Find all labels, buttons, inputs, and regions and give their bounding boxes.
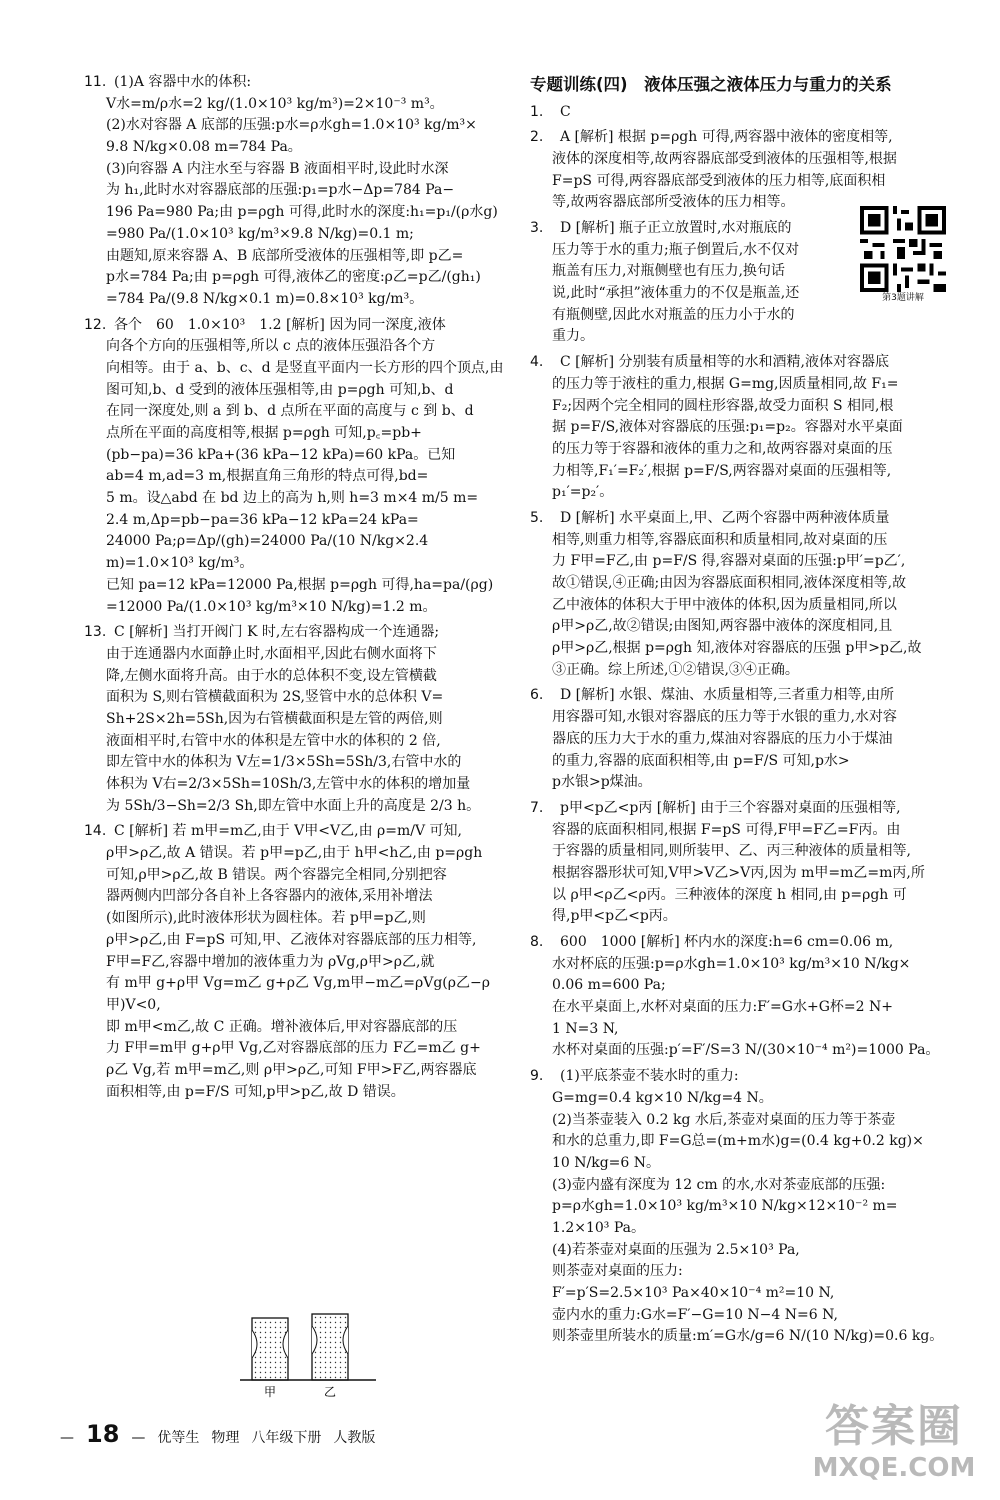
watermark-bottom: MXQE.COM bbox=[812, 1453, 976, 1483]
answer-line bbox=[530, 685, 958, 707]
answer-line bbox=[530, 102, 958, 124]
answer-line bbox=[530, 932, 958, 954]
answer-text: (如图所示),此时液体形状为圆柱体。若 p甲=p乙,则 bbox=[106, 910, 426, 927]
answer-text: 向各个方向的压强相等,所以 c 点的液体压强沿各个方 bbox=[106, 338, 436, 355]
answer-text: F甲=F乙,容器中增加的液体重力为 ρVg,ρ甲>ρ乙,就 bbox=[106, 953, 435, 970]
answer-line bbox=[84, 1017, 504, 1039]
answer-line bbox=[84, 666, 504, 688]
answer-line bbox=[84, 930, 504, 952]
answer-text: 面积相等,由 p=F/S 可知,p甲>p乙,故 D 错误。 bbox=[106, 1083, 405, 1100]
answer-line bbox=[530, 707, 958, 729]
answer-line bbox=[530, 595, 958, 617]
answer-item bbox=[530, 1066, 958, 1348]
answer-line bbox=[84, 401, 504, 423]
answer-text: 体积为 V右=2/3×5Sh=10Sh/3,左管中水的体积的增加量 bbox=[106, 776, 471, 792]
answer-line bbox=[530, 326, 958, 348]
question-number: 14. bbox=[84, 823, 107, 840]
answer-text: ρ甲>ρ乙,故 A 错误。若 p甲=p乙,由于 h甲<h乙,由 p=ρgh bbox=[106, 845, 483, 862]
answer-text: 液面相平时,右管中水的体积是左管中水的体积的 2 倍, bbox=[106, 732, 441, 749]
answer-line bbox=[530, 1240, 958, 1262]
watermark-top: 答案圈 bbox=[825, 1401, 963, 1452]
answer-line bbox=[84, 731, 504, 753]
question-number: 4. bbox=[530, 354, 544, 371]
answer-line bbox=[530, 975, 958, 997]
answer-text: (1)平底茶壶不装水时的重力: bbox=[560, 1068, 739, 1085]
answer-text: 容器的底面积相同,根据 F=pS 可得,F甲=F乙=F丙。由 bbox=[552, 821, 901, 838]
answer-text: 液体的深度相等,故两容器底部受到液体的压强相等,根据 bbox=[552, 150, 897, 167]
answer-text: 可知,ρ甲>ρ乙,故 B 错误。两个容器完全相同,分别把容 bbox=[106, 866, 447, 883]
answer-text: Sh+2S×2h=5Sh,因为右管横截面积是左管的两倍,则 bbox=[106, 710, 443, 727]
question-number: 2. bbox=[530, 129, 544, 146]
answer-line bbox=[530, 729, 958, 751]
answer-line bbox=[84, 843, 504, 865]
answer-text: D [解析] 水平桌面上,甲、乙两个容器中两种液体质量 bbox=[560, 509, 890, 526]
answer-line bbox=[84, 289, 504, 311]
answer-text: 9.8 N/kg×0.08 m=784 Pa。 bbox=[106, 139, 302, 156]
answer-text: (3)壶内盛有深度为 12 cm 的水,水对茶壶底部的压强: bbox=[552, 1176, 886, 1193]
figure-label-yi: 乙 bbox=[323, 1385, 337, 1399]
answer-line bbox=[84, 267, 504, 289]
question-number: 7. bbox=[530, 799, 544, 816]
answer-line bbox=[84, 1082, 504, 1104]
answer-line bbox=[530, 439, 958, 461]
answer-text: 10 N/kg=6 N。 bbox=[552, 1154, 661, 1171]
answer-text: A [解析] 根据 p=ρgh 可得,两容器中液体的密度相等, bbox=[560, 129, 893, 146]
answer-line bbox=[84, 644, 504, 666]
answer-text: ρ乙 Vg,若 m甲=m乙,则 ρ甲>ρ乙,可知 F甲>F乙,两容器底 bbox=[106, 1061, 477, 1078]
left-column bbox=[84, 72, 504, 1107]
answer-line bbox=[84, 380, 504, 402]
answer-line bbox=[530, 997, 958, 1019]
answer-line bbox=[530, 305, 958, 327]
answer-text: 重力。 bbox=[552, 328, 594, 345]
book-edition: 人教版 bbox=[333, 1430, 376, 1446]
answer-item bbox=[530, 932, 958, 1062]
answer-line bbox=[530, 1326, 958, 1348]
answer-line bbox=[84, 531, 504, 574]
answer-text: D [解析] 水银、煤油、水质量相等,三者重力相等,由所 bbox=[560, 687, 894, 704]
answer-text: 向相等。由于 a、b、c、d 是竖直平面内一长方形的四个顶点,由 bbox=[106, 359, 504, 376]
answer-text: 有 m甲 g+ρ甲 Vg=m乙 g+ρ乙 Vg,m甲−m乙=ρVg(ρ乙−ρ甲)V<0, bbox=[106, 975, 490, 1013]
answer-text: 水对杯底的压强:p=ρ水gh=1.0×10³ kg/m³×10 N/kg× bbox=[552, 955, 911, 972]
answer-line bbox=[530, 1218, 958, 1240]
question-number: 5. bbox=[530, 509, 544, 526]
answer-text: D [解析] 瓶子正立放置时,水对瓶底的 bbox=[560, 220, 792, 236]
answer-line bbox=[530, 461, 958, 483]
answer-text: 0.06 m=600 Pa; bbox=[552, 977, 666, 994]
answer-text: 用容器可知,水银对容器底的压力等于水银的重力,水对容 bbox=[552, 709, 897, 726]
answer-line bbox=[530, 508, 958, 530]
answer-item bbox=[530, 127, 958, 214]
answer-text: 图可知,b、d 受到的液体压强相等,由 p=ρgh 可知,b、d bbox=[106, 381, 454, 398]
answer-text: C [解析] 分别装有质量相等的水和酒精,液体对容器底 bbox=[560, 354, 889, 371]
answer-line bbox=[84, 510, 504, 532]
answer-text: (4)若茶壶对桌面的压强为 2.5×10³ Pa, bbox=[552, 1241, 800, 1258]
answer-text: F′=p′S=2.5×10³ Pa×40×10⁻⁴ m²=10 N, bbox=[552, 1285, 835, 1301]
answer-line bbox=[530, 396, 958, 418]
answer-text: 于容器的质量相同,则所装甲、乙、丙三种液体的质量相等, bbox=[552, 843, 911, 860]
answer-text: 相等,则重力相等,容器底面积和质量相同,故对桌面的压 bbox=[552, 531, 888, 548]
answer-text: 力 F甲=F乙,由 p=F/S 得,容器对桌面的压强:p甲′=p乙′, bbox=[552, 553, 906, 570]
answer-text: 压力等于水的重力;瓶子倒置后,水不仅对 bbox=[552, 241, 800, 258]
answer-text: ρ甲>ρ乙,根据 p=ρgh 知,液体对容器底的压强 p甲>p乙,故 bbox=[552, 640, 922, 657]
answer-text: (pb−pa)=36 kPa+(36 kPa−12 kPa)=60 kPa。已知 bbox=[106, 446, 456, 463]
answer-line bbox=[530, 841, 958, 863]
answer-text: 为 h₁,此时水对容器底部的压强:p₁=p水−Δp=784 Pa− bbox=[106, 182, 455, 199]
answer-line bbox=[84, 466, 504, 488]
page-number: 18 bbox=[86, 1420, 120, 1448]
watermark-logo bbox=[804, 1400, 984, 1490]
answer-text: ρ甲>ρ乙,故②错误;由图知,两容器中液体的深度相同,且 bbox=[552, 618, 893, 635]
answer-line bbox=[530, 772, 958, 794]
answer-line bbox=[530, 551, 958, 573]
answer-line bbox=[84, 597, 504, 619]
page-footer bbox=[60, 1416, 375, 1453]
answer-item bbox=[530, 102, 958, 124]
answer-line bbox=[530, 352, 958, 374]
answer-text: 降,左侧水面将升高。由于水的总体积不变,设左管横截 bbox=[106, 667, 437, 684]
question-number: 1. bbox=[530, 103, 544, 120]
answer-text: 2.4 m,Δp=pb−pa=36 kPa−12 kPa=24 kPa= bbox=[106, 511, 419, 528]
answer-line bbox=[530, 417, 958, 439]
answer-text: 器底的压力大于水的重力,煤油对容器底的压力小于煤油 bbox=[552, 730, 893, 747]
answer-text: 据 p=F/S,液体对容器底的压强:p₁=p₂。容器对水平桌面 bbox=[552, 419, 903, 436]
answer-line bbox=[530, 171, 958, 193]
answer-line bbox=[530, 530, 958, 552]
answer-line bbox=[530, 863, 958, 885]
answer-text: G=mg=0.4 kg×10 N/kg=4 N。 bbox=[552, 1089, 773, 1106]
answer-line bbox=[84, 1038, 504, 1060]
answer-text: 壶内水的重力:G水=F′−G=10 N−4 N=6 N, bbox=[552, 1306, 838, 1323]
answer-text: 由于连通器内水面静止时,水面相平,因此右侧水面将下 bbox=[106, 645, 437, 662]
answer-text: 故①错误,④正确;由因为容器底面积相同,液体深度相等,故 bbox=[552, 575, 907, 591]
answer-line bbox=[530, 482, 958, 504]
question-number: 6. bbox=[530, 687, 544, 704]
answer-text: 600 1000 [解析] 杯内水的深度:h=6 cm=0.06 m, bbox=[560, 934, 894, 950]
answer-line bbox=[84, 180, 504, 202]
answer-line bbox=[84, 709, 504, 731]
answer-text: =12000 Pa/(1.0×10³ kg/m³×10 N/kg)=1.2 m。 bbox=[106, 598, 437, 615]
answer-line bbox=[84, 445, 504, 467]
answer-text: V水=m/ρ水=2 kg/(1.0×10³ kg/m³)=2×10⁻³ m³。 bbox=[106, 95, 444, 112]
answer-line bbox=[530, 1153, 958, 1175]
answer-line bbox=[530, 638, 958, 660]
answer-text: 在水平桌面上,水杯对桌面的压力:F′=G水+G杯=2 N+ bbox=[552, 999, 893, 1016]
answer-line bbox=[84, 159, 504, 181]
answer-text: 为 5Sh/3−Sh=2/3 Sh,即左管中水面上升的高度是 2/3 h。 bbox=[106, 797, 481, 814]
answer-item bbox=[530, 352, 958, 504]
answer-line bbox=[530, 149, 958, 171]
answer-text: =784 Pa/(9.8 N/kg×0.1 m)=0.8×10³ kg/m³。 bbox=[106, 290, 424, 307]
answer-line bbox=[84, 687, 504, 709]
answer-text: 则茶壶里所装水的质量:m′=G水/g=6 N/(10 N/kg)=0.6 kg。 bbox=[552, 1328, 944, 1345]
answer-text: C [解析] 若 m甲=m乙,由于 V甲<V乙,由 ρ=m/V 可知, bbox=[114, 823, 462, 840]
answer-line bbox=[530, 1131, 958, 1153]
answer-item bbox=[84, 315, 504, 619]
question-number: 13. bbox=[84, 624, 107, 641]
answer-text: 1 N=3 N, bbox=[552, 1020, 619, 1037]
book-grade: 八年级下册 bbox=[251, 1430, 322, 1446]
question-number: 11. bbox=[84, 74, 107, 90]
answer-text: 和水的总重力,即 F=G总=(m+m水)g=(0.4 kg+0.2 kg)× bbox=[552, 1133, 924, 1150]
question-number: 9. bbox=[530, 1068, 544, 1085]
answer-line bbox=[530, 954, 958, 976]
answer-line bbox=[84, 575, 504, 597]
footer-dash-right: — bbox=[131, 1430, 146, 1446]
answer-text: 点所在平面的高度相等,根据 p=ρgh 可知,p꜀=pb+ bbox=[106, 425, 422, 441]
answer-line bbox=[530, 1305, 958, 1327]
answer-line bbox=[530, 1175, 958, 1197]
answer-item bbox=[530, 508, 958, 682]
answer-item bbox=[530, 685, 958, 793]
answer-line bbox=[84, 137, 504, 159]
answer-line bbox=[84, 358, 504, 380]
answer-text: C bbox=[560, 103, 571, 120]
answer-text: 等,故两容器底部所受液体的压力相等。 bbox=[552, 194, 795, 211]
answer-line bbox=[84, 774, 504, 796]
answer-text: 的压力等于液柱的重力,根据 G=mg,因质量相同,故 F₁= bbox=[552, 375, 899, 392]
answer-line bbox=[530, 1261, 958, 1283]
answer-text: p=ρ水gh=1.0×10³ kg/m³×10 N/kg×12×10⁻² m= bbox=[552, 1198, 898, 1215]
section-title: 专题训练(四) 液体压强之液体压力与重力的关系 bbox=[530, 75, 892, 94]
answer-text: 各个 60 1.0×10³ 1.2 [解析] 因为同一深度,液体 bbox=[114, 316, 446, 333]
answer-line bbox=[84, 224, 504, 246]
answer-text: =980 Pa/(1.0×10³ kg/m³×9.8 N/kg)=0.1 m; bbox=[106, 225, 414, 242]
answer-text: 的重力,容器的底面积相等,由 p=F/S 可知,p水> bbox=[552, 752, 850, 769]
answer-text: 196 Pa=980 Pa;由 p=ρgh 可得,此时水的深度:h₁=p₁/(ρ水g) bbox=[106, 204, 498, 221]
answer-line bbox=[530, 798, 958, 820]
answer-item bbox=[84, 821, 504, 1103]
answer-text: 有瓶侧壁,因此水对瓶盖的压力小于水的 bbox=[552, 306, 795, 323]
answer-line bbox=[530, 820, 958, 842]
answer-line bbox=[84, 622, 504, 644]
answer-line bbox=[530, 906, 958, 928]
two-containers-figure bbox=[238, 1310, 378, 1400]
answer-line bbox=[84, 202, 504, 224]
answer-line bbox=[530, 1088, 958, 1110]
answer-line bbox=[530, 1019, 958, 1041]
answer-line bbox=[530, 1196, 958, 1218]
answer-line bbox=[84, 1060, 504, 1082]
answer-text: p₁′=p₂′。 bbox=[552, 484, 614, 501]
answer-text: C [解析] 当打开阀门 K 时,左右容器构成一个连通器; bbox=[114, 624, 440, 641]
answer-text: 瓶盖有压力,对瓶侧壁也有压力,换句话 bbox=[552, 263, 785, 280]
answer-text: (2)当茶壶装入 0.2 kg 水后,茶壶对桌面的压力等于茶壶 bbox=[552, 1111, 896, 1128]
book-series: 优等生 bbox=[157, 1430, 200, 1446]
answer-text: 24000 Pa;ρ=Δp/(gh)=24000 Pa/(10 N/kg×2.4 m)=1.0×10³ kg/m³。 bbox=[106, 533, 433, 572]
answer-text: (1)A 容器中水的体积: bbox=[114, 74, 252, 90]
answer-line bbox=[84, 886, 504, 908]
answer-line bbox=[530, 127, 958, 149]
answer-text: p水银>p煤油。 bbox=[552, 774, 652, 791]
answer-text: p水=784 Pa;由 p=ρgh 可得,液体乙的密度:ρ乙=p乙/(gh₁) bbox=[106, 269, 481, 286]
answer-text: 在同一深度处,则 a 到 b、d 点所在平面的高度与 c 到 b、d bbox=[106, 403, 474, 420]
answer-text: p甲<p乙<p丙 [解析] 由于三个容器对桌面的压强相等, bbox=[560, 799, 901, 816]
answer-line bbox=[84, 315, 504, 337]
answer-line bbox=[530, 1040, 958, 1062]
answer-line bbox=[530, 1066, 958, 1088]
answer-text: 得,p甲<p乙<p丙。 bbox=[552, 908, 677, 925]
answer-text: 即左管中水的体积为 V左=1/3×5Sh=5Sh/3,右管中水的 bbox=[106, 754, 462, 771]
answer-text: F₂;因两个完全相同的圆柱形容器,故受力面积 S 相同,根 bbox=[552, 397, 894, 414]
answer-line bbox=[530, 1283, 958, 1305]
answer-line bbox=[530, 1110, 958, 1132]
answer-text: 即 m甲<m乙,故 C 正确。增补液体后,甲对容器底部的压 bbox=[106, 1018, 458, 1035]
answer-line bbox=[84, 488, 504, 510]
answer-text: 说,此时“承担”液体重力的不仅是瓶盖,还 bbox=[552, 285, 800, 302]
answer-text: ab=4 m,ad=3 m,根据直角三角形的特点可得,bd= bbox=[106, 468, 429, 485]
answer-text: ρ甲>ρ乙,由 F=pS 可知,甲、乙液体对容器底部的压力相等, bbox=[106, 931, 477, 948]
answer-line bbox=[530, 751, 958, 773]
answer-line bbox=[530, 374, 958, 396]
answer-item bbox=[84, 622, 504, 817]
answer-text: 力 F甲=m甲 g+ρ甲 Vg,乙对容器底部的压力 F乙=m乙 g+ bbox=[106, 1040, 481, 1057]
answer-text: 根据容器形状可知,V甲>V乙>V丙,因为 m甲=m乙=m丙,所 bbox=[552, 864, 925, 881]
answer-text: (2)水对容器 A 底部的压强:p水=ρ水gh=1.0×10³ kg/m³× bbox=[106, 117, 477, 134]
book-subject: 物理 bbox=[211, 1430, 240, 1446]
answer-text: 5 m。设△abd 在 bd 边上的高为 h,则 h=3 m×4 m/5 m= bbox=[106, 490, 479, 507]
answer-line bbox=[84, 72, 504, 94]
question-number: 3. bbox=[530, 220, 544, 236]
answer-item bbox=[530, 798, 958, 928]
answer-line bbox=[84, 336, 504, 358]
answer-line bbox=[84, 952, 504, 974]
qr-caption: 第3题讲解 bbox=[882, 293, 924, 303]
question-number: 12. bbox=[84, 316, 107, 333]
question-number: 8. bbox=[530, 934, 544, 950]
answer-text: 已知 pa=12 kPa=12000 Pa,根据 p=ρgh 可得,ha=pa/(ρg) bbox=[106, 576, 494, 593]
answer-text: 的压力等于容器和液体的重力之和,故两容器对桌面的压 bbox=[552, 440, 893, 457]
answer-text: 1.2×10³ Pa。 bbox=[552, 1219, 646, 1236]
answer-text: 以 ρ甲<ρ乙<ρ丙。三种液体的深度 h 相同,由 p=ρgh 可 bbox=[552, 886, 907, 903]
answer-line bbox=[84, 752, 504, 774]
answer-line bbox=[84, 796, 504, 818]
answer-text: (3)向容器 A 内注水至与容器 B 液面相平时,设此时水深 bbox=[106, 160, 449, 177]
answer-line bbox=[84, 423, 504, 445]
answer-text: ③正确。综上所述,①②错误,③④正确。 bbox=[552, 661, 799, 678]
answer-line bbox=[84, 973, 504, 1016]
answer-text: 面积为 S,则右管横截面积为 2S,竖管中水的总体积 V= bbox=[106, 689, 444, 706]
answer-text: 器两侧内凹部分各自补上各容器内的液体,采用补增法 bbox=[106, 888, 433, 905]
answer-line bbox=[84, 246, 504, 268]
answer-line bbox=[84, 865, 504, 887]
answer-line bbox=[530, 573, 958, 595]
answer-line bbox=[84, 94, 504, 116]
answer-line bbox=[530, 660, 958, 682]
answer-item bbox=[84, 72, 504, 311]
answer-text: 力相等,F₁′=F₂′,根据 p=F/S,两容器对桌面的压强相等, bbox=[552, 462, 892, 479]
answer-text: 由题知,原来容器 A、B 底部所受液体的压强相等,即 p乙= bbox=[106, 247, 464, 264]
answer-text: F=pS 可得,两容器底部受到液体的压力相等,底面积相 bbox=[552, 172, 886, 189]
qr-code[interactable] bbox=[860, 206, 946, 292]
figure-label-jia: 甲 bbox=[263, 1385, 277, 1399]
footer-dash-left: — bbox=[60, 1430, 74, 1446]
answer-text: 水杯对桌面的压强:p′=F′/S=3 N/(30×10⁻⁴ m²)=1000 Pa。 bbox=[552, 1042, 940, 1059]
answer-line bbox=[84, 115, 504, 137]
answer-text: 乙中液体的体积大于甲中液体的体积,因为质量相同,所以 bbox=[552, 596, 897, 613]
answer-line bbox=[530, 885, 958, 907]
answer-line bbox=[84, 908, 504, 930]
answer-line bbox=[84, 821, 504, 843]
answer-text: 则茶壶对桌面的压力: bbox=[552, 1263, 683, 1280]
answer-line bbox=[530, 616, 958, 638]
